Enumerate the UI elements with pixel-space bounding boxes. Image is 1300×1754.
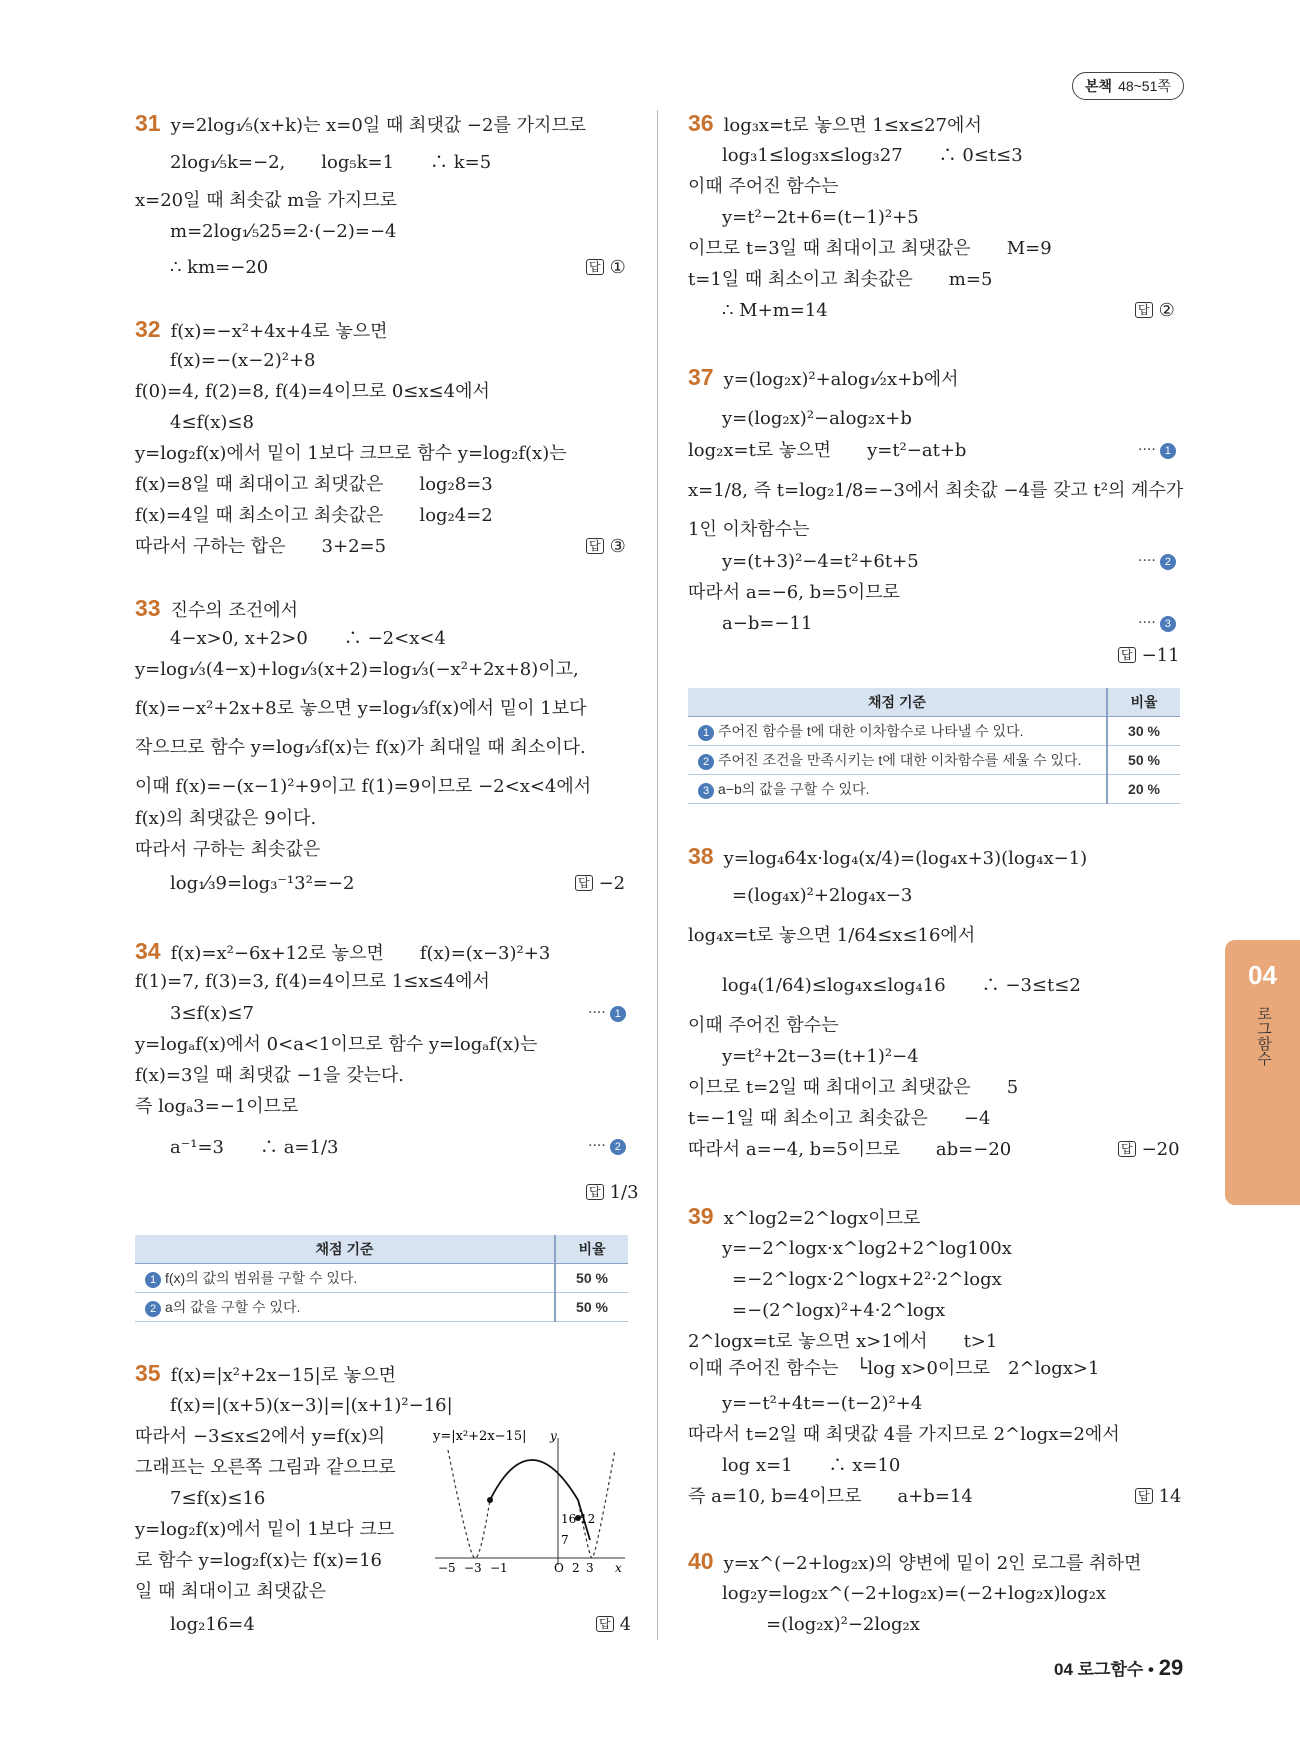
step-marker: ···· 1	[1138, 442, 1176, 459]
graph-value: 12	[580, 1512, 596, 1526]
text-line: log₃1≤log₃x≤log₃27 ∴ 0≤t≤3	[722, 145, 1023, 166]
answer: 답 1/3	[586, 1182, 639, 1203]
text-line: x=1/8, 즉 t=log₂1/8=−3에서 최솟값 −4를 갖고 t²의 계수가	[688, 480, 1184, 501]
text-line: y=t²+2t−3=(t+1)²−4	[722, 1046, 919, 1067]
text-line: m=2log₁⁄₅25=2·(−2)=−4	[170, 221, 397, 242]
answer: 답 4	[596, 1614, 631, 1635]
problem-number: 36	[688, 110, 714, 136]
text-line: 따라서 a=−6, b=5이므로	[688, 582, 900, 603]
text-line: 1인 이차함수는	[688, 519, 810, 540]
problem-number: 34	[135, 938, 161, 964]
text-line: y=log₂f(x)에서 밑이 1보다 크므로 함수 y=log₂f(x)는	[135, 443, 567, 464]
text-line: log₁⁄₃9=log₃⁻¹3²=−2	[170, 873, 355, 894]
text-line: 따라서 t=2일 때 최댓값 4를 가지므로 2^logx=2에서	[688, 1424, 1120, 1445]
answer: 답 ③	[586, 536, 626, 557]
text-line: 2log₁⁄₅k=−2, log₅k=1 ∴ k=5	[170, 152, 492, 173]
abs-quadratic-graph	[430, 1420, 630, 1575]
text-line: 일 때 최대이고 최댓값은	[135, 1581, 327, 1602]
text-line: log₂x=t로 놓으면 y=t²−at+b	[688, 440, 967, 461]
page-number: 29	[1158, 1655, 1184, 1680]
text-line: f(0)=4, f(2)=8, f(4)=4이므로 0≤x≤4에서	[135, 381, 490, 402]
text-line: f(x)=3일 때 최댓값 −1을 갖는다.	[135, 1065, 405, 1086]
text-line: 이때 f(x)=−(x−1)²+9이고 f(1)=9이므로 −2<x<4에서	[135, 776, 592, 797]
text-line: 즉 a=10, b=4이므로 a+b=14	[688, 1486, 973, 1507]
table-header: 비율	[1107, 688, 1180, 717]
page-footer	[1054, 1655, 1183, 1681]
text-line: 4−x>0, x+2>0 ∴ −2<x<4	[170, 628, 446, 649]
step-marker: ···· 3	[1138, 615, 1176, 632]
text-line: y=t²−2t+6=(t−1)²+5	[722, 207, 919, 228]
problem-number: 35	[135, 1360, 161, 1386]
tick-label: −1	[490, 1561, 508, 1575]
answer: 답 −2	[575, 873, 625, 894]
text-line: f(x)=−(x−2)²+8	[170, 350, 316, 371]
text-line: y=(t+3)²−4=t²+6t+5	[722, 551, 919, 572]
graph-curve-dashed	[448, 1450, 615, 1558]
text-line: t=1일 때 최소이고 최솟값은 m=5	[688, 269, 993, 290]
text-line: 따라서 −3≤x≤2에서 y=f(x)의	[135, 1426, 386, 1447]
table-header: 채점 기준	[688, 688, 1107, 717]
column-divider	[657, 110, 658, 1640]
chapter-number: 04	[1248, 960, 1277, 990]
text-line: y=(log₂x)²−alog₂x+b	[722, 408, 912, 429]
table-row: 1 주어진 함수를 t에 대한 이차함수로 나타낼 수 있다. 30 %	[688, 717, 1180, 746]
text-line: =−2^logx·2^logx+2²·2^logx	[732, 1269, 1002, 1290]
text-line: f(x)=−x²+2x+8로 놓으면 y=log₁⁄₃f(x)에서 밑이 1보다	[135, 698, 587, 719]
table-row: 1 f(x)의 값의 범위를 구할 수 있다. 50 %	[135, 1264, 628, 1293]
text-line: 7≤f(x)≤16	[170, 1488, 266, 1509]
text-line: 작으므로 함수 y=log₁⁄₃f(x)는 f(x)가 최대일 때 최소이다.	[135, 737, 586, 758]
text-line: 2^logx=t로 놓으면 x>1에서 t>1	[688, 1331, 998, 1352]
text-line: 따라서 a=−4, b=5이므로 ab=−20	[688, 1139, 1012, 1160]
step-marker: ···· 1	[588, 1005, 626, 1022]
table-row: 2 a의 값을 구할 수 있다. 50 %	[135, 1293, 628, 1322]
chapter-side-tab[interactable]	[1225, 940, 1300, 1205]
problem-number: 39	[688, 1203, 714, 1229]
graph-label: y=|x²+2x−15|	[433, 1429, 527, 1444]
text-line: =(log₄x)²+2log₄x−3	[732, 885, 913, 906]
text-line: a−b=−11	[722, 613, 813, 634]
answer: 답 −11	[1118, 645, 1180, 666]
answer: 답 ②	[1135, 300, 1175, 321]
chapter-title: 로그함수	[1255, 1006, 1272, 1066]
grading-table	[688, 688, 1180, 804]
text-line: 로 함수 y=log₂f(x)는 f(x)=16	[135, 1550, 383, 1571]
text-line: f(x)=8일 때 최대이고 최댓값은 log₂8=3	[135, 474, 493, 495]
tick-label: −3	[464, 1561, 482, 1575]
text-line: ∴ M+m=14	[722, 300, 828, 321]
answer: 답 ①	[586, 257, 626, 278]
footer-chapter: 04 로그함수 •	[1054, 1660, 1154, 1679]
text-line: log x=1 ∴ x=10	[722, 1455, 901, 1476]
text-line: =(log₂x)²−2log₂x	[766, 1614, 920, 1635]
table-header: 채점 기준	[135, 1235, 555, 1264]
tick-label: 3	[586, 1561, 594, 1575]
text-line: f(x)의 최댓값은 9이다.	[135, 808, 317, 829]
graph-value: 16	[561, 1512, 577, 1526]
graph-value: 7	[561, 1533, 569, 1547]
answer: 답 14	[1135, 1486, 1182, 1507]
text-line: f(x)=4일 때 최소이고 최솟값은 log₂4=2	[135, 505, 493, 526]
text-line: 이므로 t=3일 때 최대이고 최댓값은 M=9	[688, 238, 1052, 259]
ref-pages: 48~51쪽	[1118, 78, 1171, 94]
text-line: y=log₂f(x)에서 밑이 1보다 크므	[135, 1519, 395, 1540]
text-line: f(1)=7, f(3)=3, f(4)=4이므로 1≤x≤4에서	[135, 971, 490, 992]
text-line: ∴ km=−20	[170, 257, 269, 278]
step-marker: ···· 2	[588, 1138, 626, 1155]
text-line: t=−1일 때 최소이고 최솟값은 −4	[688, 1108, 991, 1129]
text-line: 이때 주어진 함수는	[688, 1015, 839, 1036]
text-line: y=−t²+4t=−(t−2)²+4	[722, 1393, 923, 1414]
text-line: x=20일 때 최솟값 m을 가지므로	[135, 190, 397, 211]
svg-text:x: x	[615, 1561, 622, 1575]
problem-number: 40	[688, 1548, 714, 1574]
problem-number: 38	[688, 843, 714, 869]
svg-text:y: y	[550, 1429, 557, 1443]
text-line: f(x)=|(x+5)(x−3)|=|(x+1)²−16|	[170, 1395, 453, 1416]
text-line: 이때 주어진 함수는 └log x>0이므로 2^logx>1	[688, 1358, 1100, 1379]
problem-number: 37	[688, 364, 714, 390]
table-row: 2 주어진 조건을 만족시키는 t에 대한 이차함수를 세울 수 있다. 50 %	[688, 746, 1180, 775]
step-marker: ···· 2	[1138, 553, 1176, 570]
text-line: y=log₁⁄₃(4−x)+log₁⁄₃(x+2)=log₁⁄₃(−x²+2x+8)이고,	[135, 659, 579, 680]
text-line: log₄x=t로 놓으면 1/64≤x≤16에서	[688, 925, 976, 946]
text-line: 즉 logₐ3=−1이므로	[135, 1096, 299, 1117]
problem-number: 33	[135, 595, 161, 621]
problem-number: 31	[135, 110, 161, 136]
text-line: log₄(1/64)≤log₄x≤log₄16 ∴ −3≤t≤2	[722, 975, 1081, 996]
answer: 답 −20	[1118, 1139, 1180, 1160]
endpoint	[487, 1497, 493, 1503]
text-line: y=logₐf(x)에서 0<a<1이므로 함수 y=logₐf(x)는	[135, 1034, 538, 1055]
text-line: 따라서 구하는 최솟값은	[135, 839, 321, 860]
tick-label: −5	[438, 1561, 456, 1575]
text-line: log₂y=log₂x^(−2+log₂x)=(−2+log₂x)log₂x	[722, 1583, 1107, 1604]
text-line: 이므로 t=2일 때 최대이고 최댓값은 5	[688, 1077, 1019, 1098]
text-line: =−(2^logx)²+4·2^logx	[732, 1300, 946, 1321]
text-line: y=−2^logx·x^log2+2^log100x	[722, 1238, 1012, 1259]
text-line: y=2log₁⁄₅(x+k)는 x=0일 때 최댓값 −2를 가지므로	[170, 115, 587, 136]
text-line: log₂16=4	[170, 1614, 255, 1635]
problem-number: 32	[135, 316, 161, 342]
text-line: 그래프는 오른쪽 그림과 같으므로	[135, 1457, 396, 1478]
text-line: 이때 주어진 함수는	[688, 176, 839, 197]
text-line: 3≤f(x)≤7	[170, 1003, 254, 1024]
tick-label: 2	[572, 1561, 580, 1575]
tick-label: O	[554, 1561, 564, 1575]
text-line: a⁻¹=3 ∴ a=1/3	[170, 1137, 339, 1158]
grading-table	[135, 1235, 628, 1322]
text-line: 따라서 구하는 합은 3+2=5	[135, 536, 387, 557]
text-line: 4≤f(x)≤8	[170, 412, 254, 433]
reference-badge	[1072, 72, 1184, 100]
ref-book: 본책	[1085, 78, 1113, 94]
table-row: 3 a−b의 값을 구할 수 있다. 20 %	[688, 775, 1180, 804]
graph-curve-solid	[490, 1460, 590, 1540]
table-header: 비율	[555, 1235, 628, 1264]
